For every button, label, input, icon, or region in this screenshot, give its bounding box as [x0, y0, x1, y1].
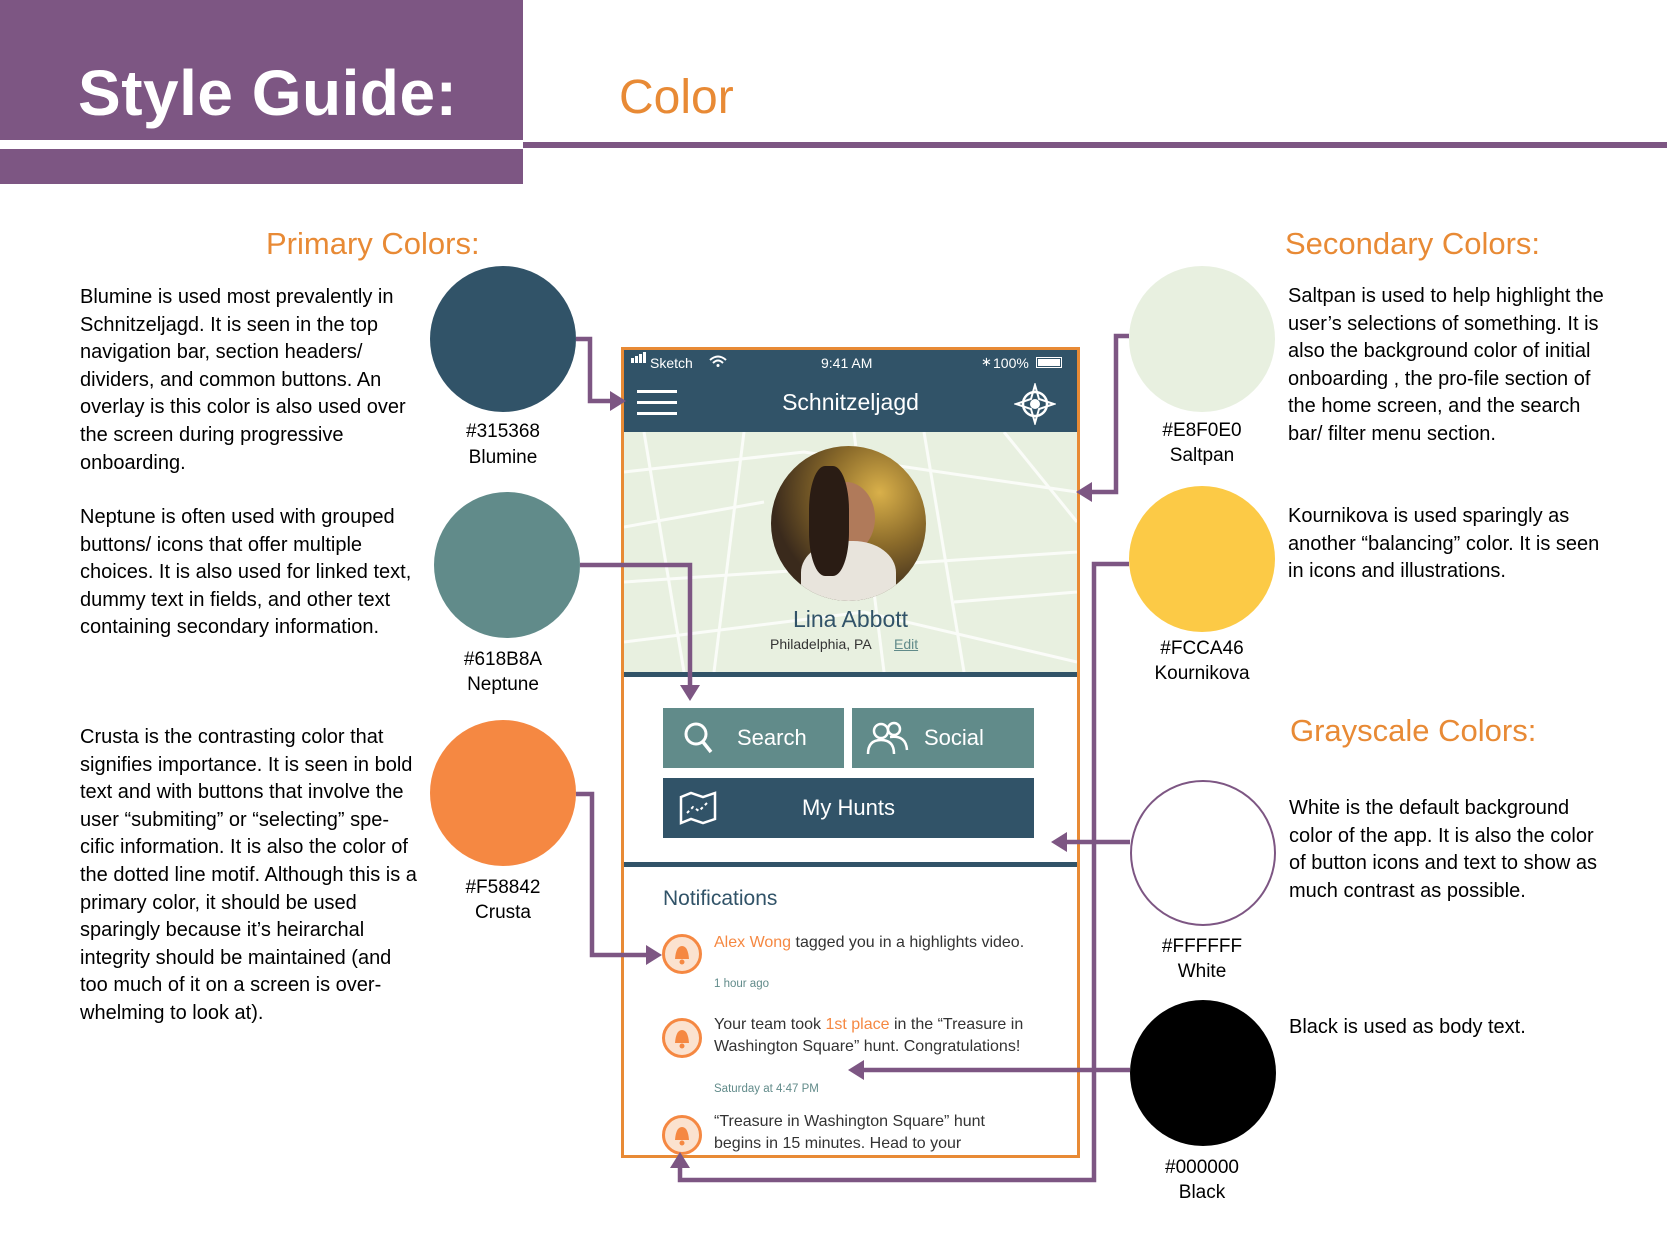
notification-highlight: Alex Wong	[714, 934, 792, 951]
black-description: Black is used as body text.	[1289, 1016, 1526, 1038]
notification-time: 1 hour ago	[714, 978, 769, 990]
crusta-hex: #F58842	[465, 877, 541, 898]
profile-name: Lina Abbott	[792, 606, 909, 632]
blumine-hex: #315368	[466, 421, 540, 442]
white-hex: #FFFFFF	[1161, 936, 1243, 957]
neptune-description: Neptune is often used with grouped buttons/ icons that offer multiple choices. It is also used for linked text, dummy text in fields, and other text containing secondary information.	[80, 506, 412, 639]
bluetooth-icon: ∗	[981, 354, 992, 369]
kournikova-connector	[680, 564, 1129, 1180]
white-description: White is the default background color of the app. It is also the color of button icons and text to show as much contrast as possible.	[1289, 797, 1597, 902]
my-hunts-label: My Hunts	[802, 795, 895, 820]
neptune-hex: #618B8A	[463, 649, 543, 670]
status-time: 9:41 AM	[821, 355, 873, 371]
crusta-name: Crusta	[475, 902, 531, 923]
blumine-name: Blumine	[468, 447, 538, 468]
notification-time: Saturday at 4:47 PM	[714, 1083, 819, 1095]
crusta-connector	[576, 794, 648, 955]
battery-label: 100%	[993, 355, 1029, 371]
carrier-label: Sketch	[650, 355, 693, 371]
grayscale-heading: Grayscale Colors:	[1290, 713, 1537, 748]
kournikova-description: Kournikova is used sparingly as another “balancing” color. It is seen in icons and illustrations.	[1288, 505, 1600, 583]
crusta-description: Crusta is the contrasting color that signifies importance. It is seen in bold text and with buttons that involve the user “submiting” or “selecting” spe-cific information. It is also the color of the dotted line motif. Although this is a primary color, it should be used sparingly because it’s heirarchal integrity should be maintained (and too much of it on a screen is over-whelming to look at).	[80, 726, 417, 1024]
profile-edit-link[interactable]: Edit	[894, 636, 919, 652]
secondary-heading: Secondary Colors:	[1285, 226, 1541, 261]
primary-heading: Primary Colors:	[266, 226, 480, 261]
blumine-connector	[576, 339, 615, 401]
notifications-heading: Notifications	[663, 887, 778, 910]
notification-highlight: 1st place	[825, 1016, 890, 1033]
neptune-connector	[580, 565, 690, 688]
white-name: White	[1177, 961, 1227, 982]
page-title: Style Guide:	[78, 57, 458, 129]
neptune-name: Neptune	[467, 674, 539, 695]
kournikova-name: Kournikova	[1154, 663, 1250, 684]
notification-text: tagged you in a highlights video.	[791, 934, 1025, 951]
saltpan-description: Saltpan is used to help highlight the user’s selections of something. It is also the background color of initial onboarding , the pro-file section of the home screen, and the search bar/ filter menu section.	[1288, 285, 1604, 445]
black-hex: #000000	[1165, 1157, 1239, 1178]
saltpan-hex: #E8F0E0	[1162, 420, 1242, 441]
blumine-description: Blumine is used most prevalently in Schnitzeljagd. It is seen in the top navigation bar, section headers/ dividers, and common buttons. An overlay is this color is also used over the screen during progressive onboarding.	[80, 286, 406, 474]
profile-location: Philadelphia, PA	[770, 636, 872, 652]
black-name: Black	[1178, 1182, 1226, 1203]
social-button-label: Social	[924, 725, 984, 750]
section-title: Color	[619, 71, 734, 124]
kournikova-hex: #FCCA46	[1160, 638, 1244, 659]
search-button-label: Search	[737, 725, 807, 750]
saltpan-connector	[1090, 336, 1129, 492]
notification-text: in the “Treasure in Washington Square” hunt. Congratulations!	[714, 1016, 1024, 1055]
notification-text: Your team took	[714, 1016, 826, 1033]
notification-text: “Treasure in Washington Square” hunt begins in 15 minutes. Head to your	[714, 1113, 985, 1152]
saltpan-name: Saltpan	[1169, 445, 1235, 466]
app-title: Schnitzeljagd	[782, 389, 919, 415]
